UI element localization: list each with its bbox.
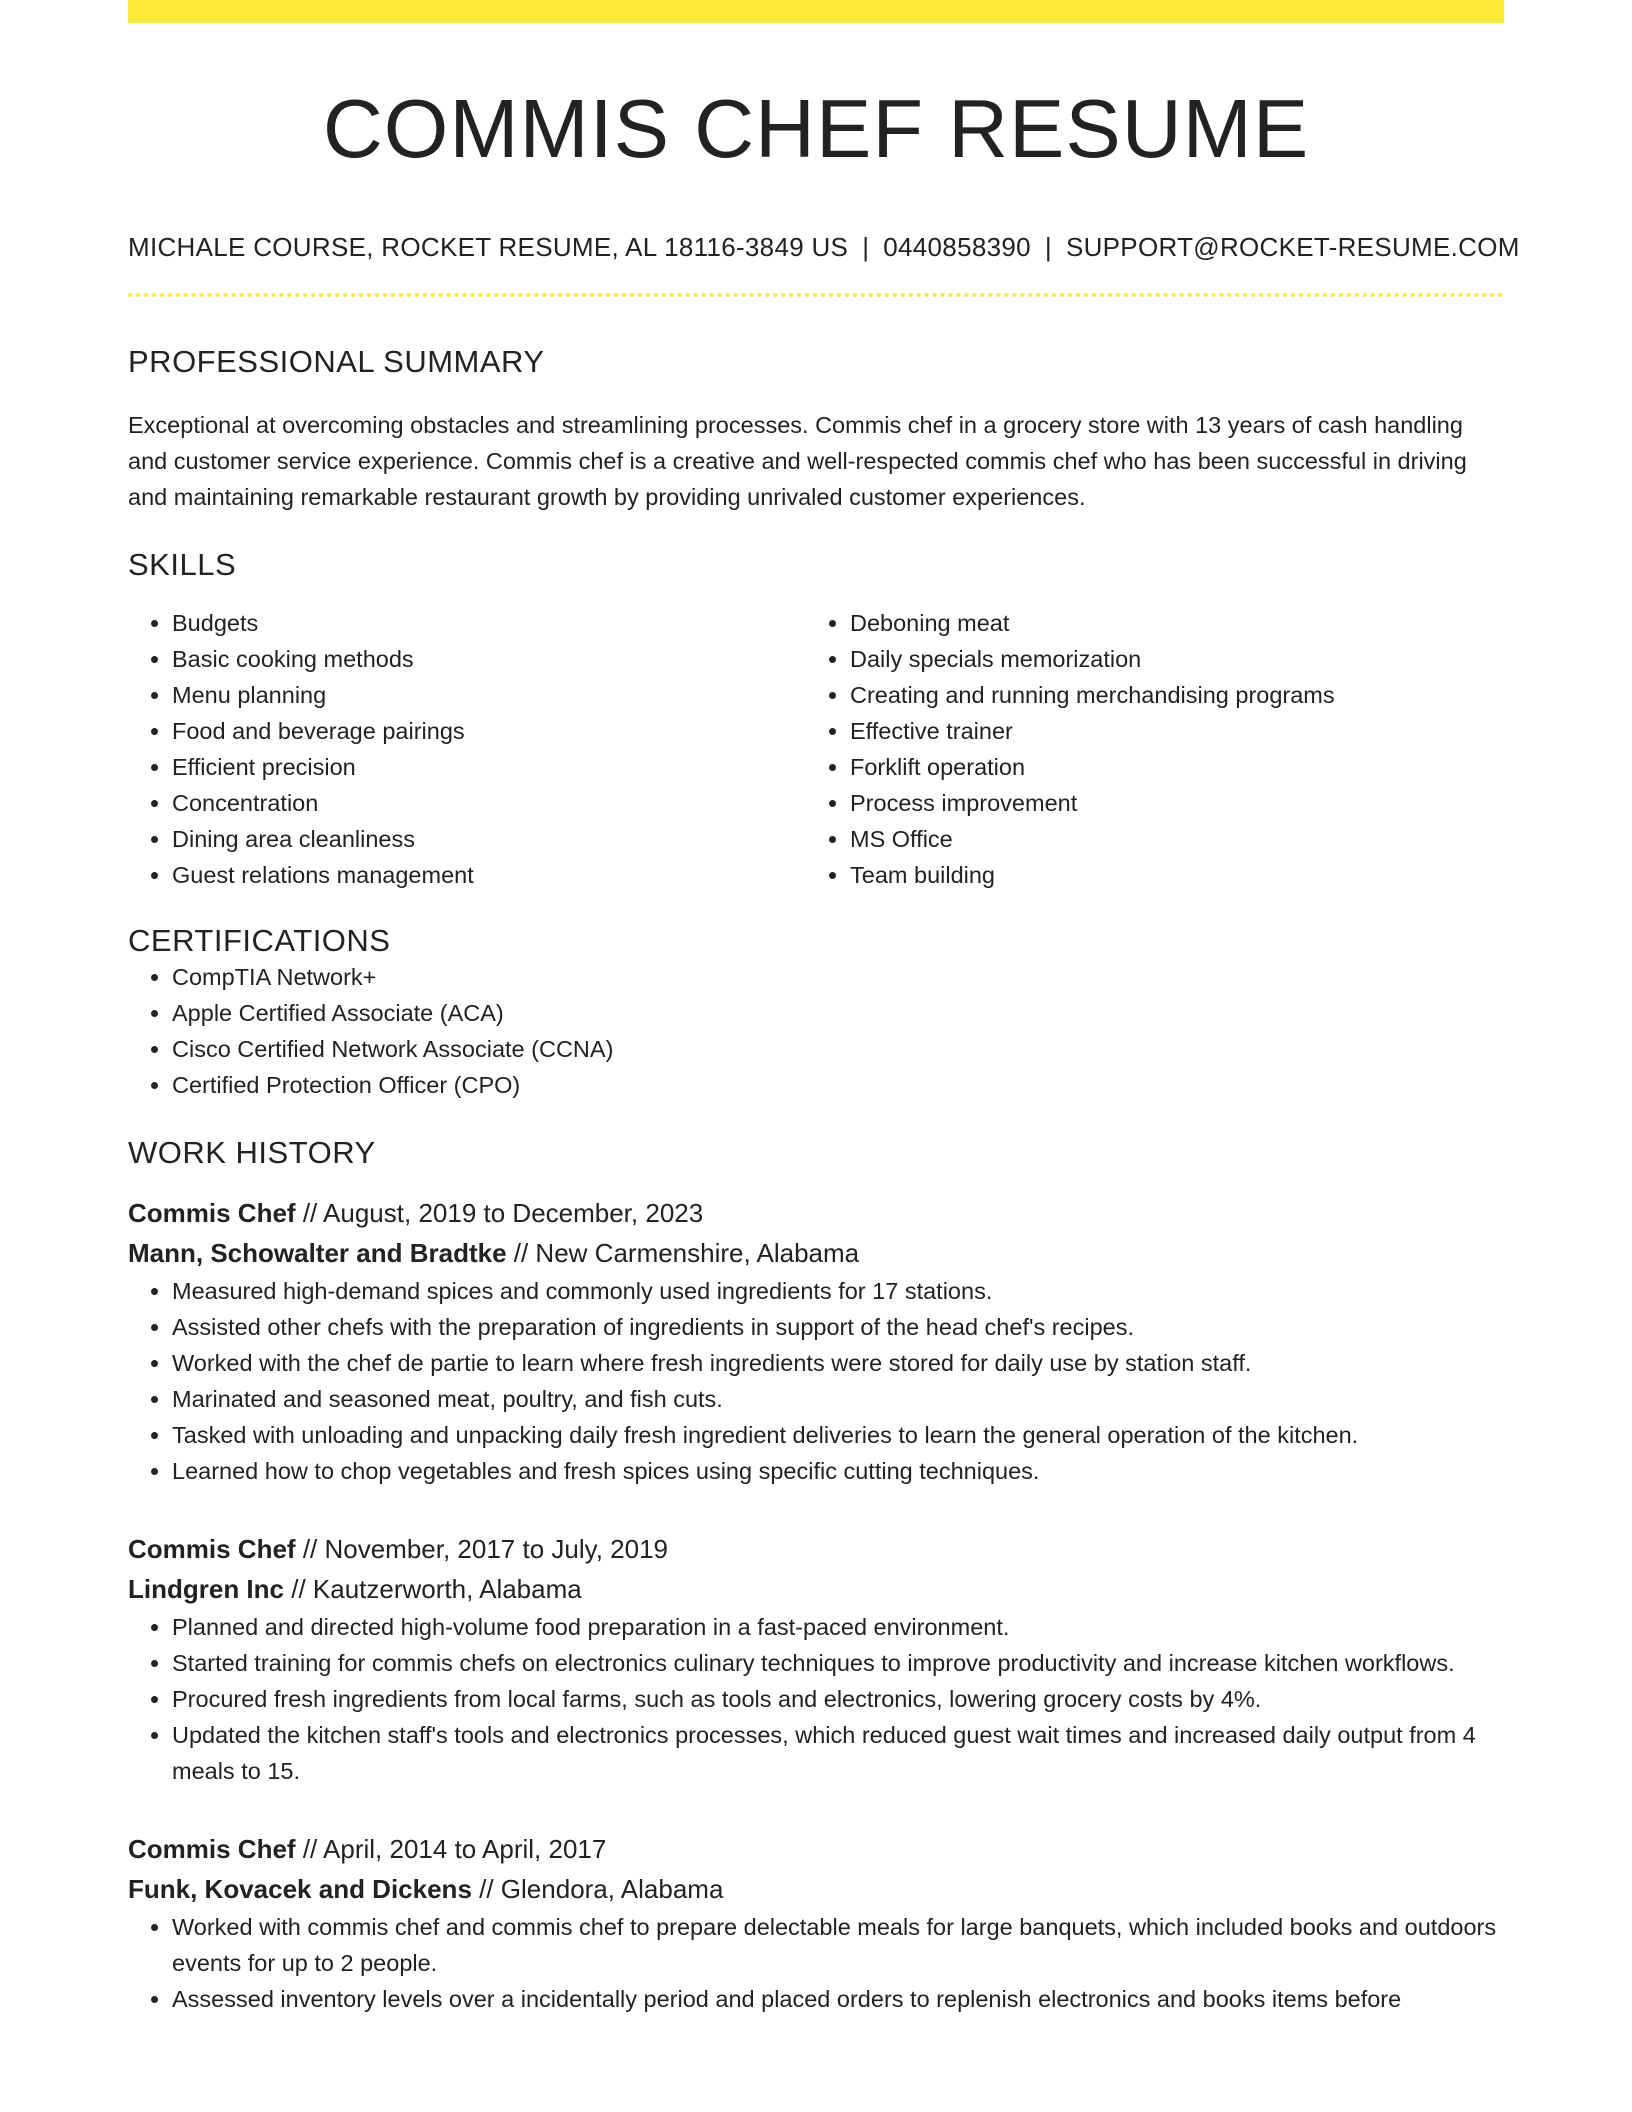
job-company: Funk, Kovacek and Dickens xyxy=(128,1874,472,1905)
certifications-list xyxy=(128,959,1504,1103)
certification-item: • Apple Certified Associate (ACA) xyxy=(172,995,1504,1031)
job-duty: • Worked with commis chef and commis chef to prepare delectable meals for large banquets, which included books and outdoors events for up to 2 people. xyxy=(172,1909,1504,1981)
job-location: // Glendora, Alabama xyxy=(479,1874,724,1905)
skill-item: • Guest relations management xyxy=(172,857,806,893)
job-role: Commis Chef xyxy=(128,1834,296,1865)
job-title-line xyxy=(128,1529,1504,1569)
skills-list-right xyxy=(806,605,1484,893)
accent-top-bar xyxy=(128,0,1504,23)
skill-item: • Budgets xyxy=(172,605,806,641)
job-role: Commis Chef xyxy=(128,1198,296,1229)
job-duties-list xyxy=(128,1909,1504,2017)
contact-address: MICHALE COURSE, ROCKET RESUME, AL 18116-3849 US xyxy=(128,232,849,263)
job-location: // New Carmenshire, Alabama xyxy=(513,1238,860,1269)
skill-item: • Process improvement xyxy=(850,785,1484,821)
job-entry xyxy=(128,1529,1504,1789)
skill-item: • MS Office xyxy=(850,821,1484,857)
job-duties-list xyxy=(128,1273,1504,1489)
job-company: Mann, Schowalter and Bradtke xyxy=(128,1238,507,1269)
skill-item: • Effective trainer xyxy=(850,713,1484,749)
contact-separator: | xyxy=(1044,232,1052,263)
job-company-line xyxy=(128,1869,1504,1909)
job-dates: // November, 2017 to July, 2019 xyxy=(302,1534,668,1565)
contact-email: SUPPORT@ROCKET-RESUME.COM xyxy=(1065,232,1520,263)
skills-grid xyxy=(128,605,1504,893)
job-duty: • Measured high-demand spices and commonly used ingredients for 17 stations. xyxy=(172,1273,1504,1309)
job-role: Commis Chef xyxy=(128,1534,296,1565)
job-company-line xyxy=(128,1233,1504,1273)
skills-list-left xyxy=(128,605,806,893)
contact-phone: 0440858390 xyxy=(883,232,1031,263)
job-dates: // August, 2019 to December, 2023 xyxy=(302,1198,704,1229)
contact-line xyxy=(128,232,1520,263)
skill-item: • Concentration xyxy=(172,785,806,821)
skill-item: • Menu planning xyxy=(172,677,806,713)
dotted-divider xyxy=(128,293,1504,297)
job-entry xyxy=(128,1829,1504,2017)
resume-title: COMMIS CHEF RESUME xyxy=(322,82,1310,175)
skills-column-right xyxy=(806,605,1484,893)
job-company: Lindgren Inc xyxy=(128,1574,284,1605)
skill-item: • Daily specials memorization xyxy=(850,641,1484,677)
job-location: // Kautzerworth, Alabama xyxy=(291,1574,582,1605)
job-dates: // April, 2014 to April, 2017 xyxy=(302,1834,607,1865)
certifications-heading: CERTIFICATIONS xyxy=(128,923,391,959)
skill-item: • Dining area cleanliness xyxy=(172,821,806,857)
job-duty: • Planned and directed high-volume food preparation in a fast-paced environment. xyxy=(172,1609,1504,1645)
skill-item: • Creating and running merchandising programs xyxy=(850,677,1484,713)
skill-item: • Basic cooking methods xyxy=(172,641,806,677)
job-duty: • Updated the kitchen staff's tools and electronics processes, which reduced guest wait times and increased daily output from 4 meals to 15. xyxy=(172,1717,1504,1789)
summary-heading: PROFESSIONAL SUMMARY xyxy=(128,344,545,380)
job-company-line xyxy=(128,1569,1504,1609)
job-duty: • Learned how to chop vegetables and fresh spices using specific cutting techniques. xyxy=(172,1453,1504,1489)
certification-item: • Certified Protection Officer (CPO) xyxy=(172,1067,1504,1103)
resume-page xyxy=(128,0,1520,2017)
job-duty: • Tasked with unloading and unpacking daily fresh ingredient deliveries to learn the general operation of the kitchen. xyxy=(172,1417,1504,1453)
job-duty: • Started training for commis chefs on electronics culinary techniques to improve productivity and increase kitchen workflows. xyxy=(172,1645,1504,1681)
skills-heading: SKILLS xyxy=(128,547,237,583)
job-duty: • Procured fresh ingredients from local farms, such as tools and electronics, lowering grocery costs by 4%. xyxy=(172,1681,1504,1717)
skills-column-left xyxy=(128,605,806,893)
skill-item: • Team building xyxy=(850,857,1484,893)
work-history-heading: WORK HISTORY xyxy=(128,1135,376,1171)
skill-item: • Deboning meat xyxy=(850,605,1484,641)
job-duty: • Assessed inventory levels over a incidentally period and placed orders to replenish electronics and books items before xyxy=(172,1981,1504,2017)
skill-item: • Food and beverage pairings xyxy=(172,713,806,749)
job-duty: • Marinated and seasoned meat, poultry, and fish cuts. xyxy=(172,1381,1504,1417)
contact-separator: | xyxy=(862,232,870,263)
certification-item: • Cisco Certified Network Associate (CCNA) xyxy=(172,1031,1504,1067)
certification-item: • CompTIA Network+ xyxy=(172,959,1504,995)
job-duty: • Worked with the chef de partie to learn where fresh ingredients were stored for daily use by station staff. xyxy=(172,1345,1504,1381)
job-duty: • Assisted other chefs with the preparation of ingredients in support of the head chef's recipes. xyxy=(172,1309,1504,1345)
job-title-line xyxy=(128,1829,1504,1869)
job-entry xyxy=(128,1193,1504,1489)
summary-text: Exceptional at overcoming obstacles and streamlining processes. Commis chef in a grocery store with 13 years of cash handling and customer service experience. Commis chef is a creative and well-respected commis chef who has been successful in driving and maintaining remarkable restaurant growth by providing unrivaled customer experiences. xyxy=(128,412,1467,511)
skill-item: • Efficient precision xyxy=(172,749,806,785)
skill-item: • Forklift operation xyxy=(850,749,1484,785)
job-duties-list xyxy=(128,1609,1504,1789)
job-title-line xyxy=(128,1193,1504,1233)
